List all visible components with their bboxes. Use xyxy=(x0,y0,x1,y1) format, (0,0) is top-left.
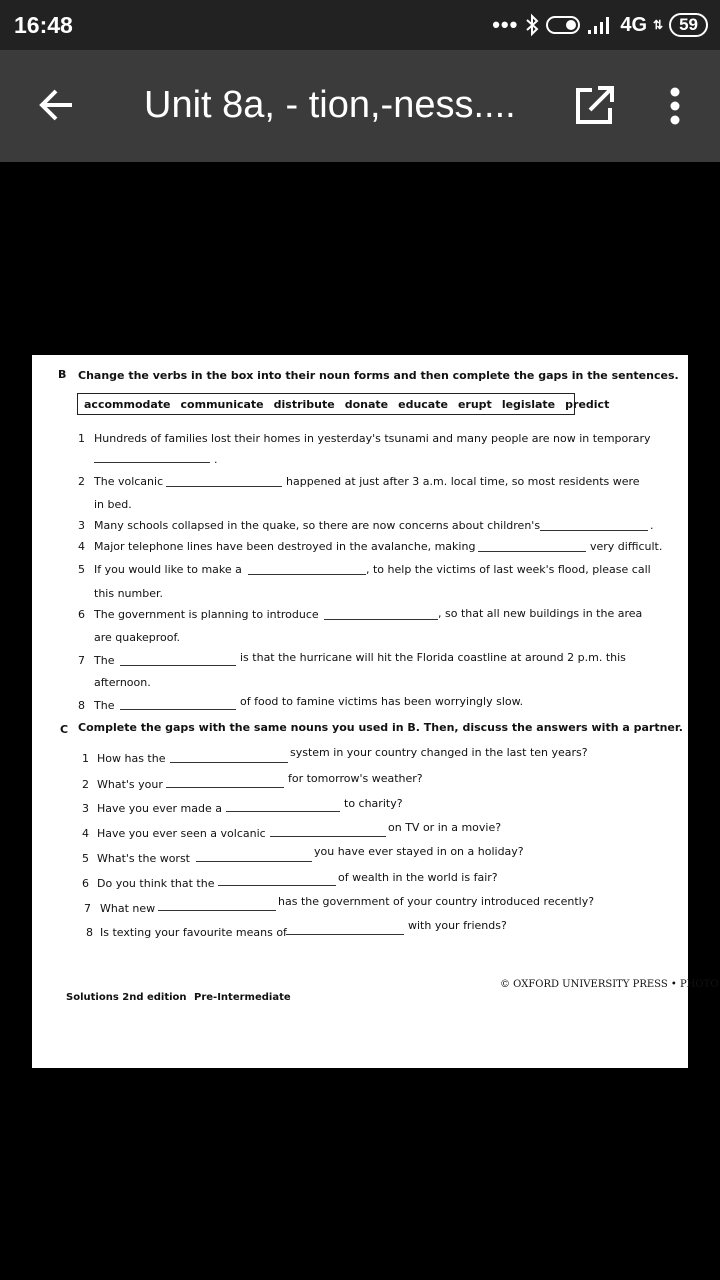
sentence-text: in bed. xyxy=(94,498,132,511)
sentence-text: with your friends? xyxy=(408,919,507,932)
sentence-text: . xyxy=(650,519,654,532)
answer-gap[interactable] xyxy=(218,885,336,886)
sentence-text: How has the xyxy=(97,752,166,765)
sentence-text: Hundreds of families lost their homes in yesterday's tsunami and many people are now in temporary xyxy=(94,432,651,445)
sentence-text: to charity? xyxy=(344,797,403,810)
sentence-text: If you would like to make a xyxy=(94,563,242,576)
status-time: 16:48 xyxy=(14,12,73,38)
sentence-text: What's the worst xyxy=(97,852,190,865)
sentence-text: for tomorrow's weather? xyxy=(288,772,423,785)
item-number: 5 xyxy=(82,852,89,865)
item-number: 3 xyxy=(82,802,89,815)
section-b-instruction: Change the verbs in the box into their noun forms and then complete the gaps in the sentences. xyxy=(78,369,679,382)
network-type: 4G xyxy=(620,13,648,36)
toggle-icon xyxy=(546,14,580,36)
answer-gap[interactable] xyxy=(170,762,288,763)
item-number: 7 xyxy=(78,654,85,667)
word: communicate xyxy=(180,397,264,411)
answer-gap[interactable] xyxy=(286,934,404,935)
word: predict xyxy=(565,397,610,411)
answer-gap[interactable] xyxy=(94,462,210,463)
sentence-text: this number. xyxy=(94,587,163,600)
section-c-letter: C xyxy=(60,723,69,736)
item-number: 6 xyxy=(78,608,85,621)
section-c-instruction: Complete the gaps with the same nouns you used in B. Then, discuss the answers with a partner. xyxy=(78,721,683,734)
open-external-icon[interactable] xyxy=(570,82,618,130)
sentence-text: Have you ever made a xyxy=(97,802,223,815)
item-number: 8 xyxy=(86,926,93,939)
sentence-text: of wealth in the world is fair? xyxy=(338,871,498,884)
back-arrow-icon[interactable] xyxy=(32,80,82,130)
sentence-text: happened at just after 3 a.m. local time, so most residents were xyxy=(286,475,640,488)
sentence-text: are quakeproof. xyxy=(94,631,181,644)
answer-gap[interactable] xyxy=(120,709,236,710)
answer-gap[interactable] xyxy=(324,619,438,620)
sentence-text: very difficult. xyxy=(590,540,663,553)
item-number: 2 xyxy=(78,475,85,488)
more-options-icon[interactable] xyxy=(660,82,690,130)
answer-gap[interactable] xyxy=(120,665,236,666)
book-title: Solutions 2nd edition xyxy=(66,992,187,1003)
item-number: 1 xyxy=(82,752,89,765)
sentence-text: Major telephone lines have been destroyed in the avalanche, making xyxy=(94,540,476,553)
sentence-text: What new xyxy=(100,902,156,915)
sentence-text: Do you think that the xyxy=(97,877,215,890)
answer-gap[interactable] xyxy=(158,910,276,911)
app-bar xyxy=(0,50,720,162)
worksheet-page xyxy=(32,355,719,1068)
sentence-text: The government is planning to introduce xyxy=(94,608,319,621)
status-bar xyxy=(0,0,720,50)
sentence-text: is that the hurricane will hit the Florida coastline at around 2 p.m. this xyxy=(240,651,626,664)
bluetooth-icon xyxy=(524,14,540,36)
sentence-text: What's your xyxy=(97,778,163,791)
sentence-text: on TV or in a movie? xyxy=(388,821,502,834)
word-box xyxy=(77,393,610,415)
signal-icon xyxy=(586,14,614,36)
sentence-text: has the government of your country introduced recently? xyxy=(278,895,595,908)
answer-gap[interactable] xyxy=(196,861,312,862)
sentence-text: Is texting your favourite means of xyxy=(100,926,287,939)
sentence-text: . xyxy=(214,453,218,466)
sentence-text: Have you ever seen a volcanic xyxy=(97,827,266,840)
answer-gap[interactable] xyxy=(226,811,340,812)
answer-gap[interactable] xyxy=(270,836,386,837)
sentence-text: you have ever stayed in on a holiday? xyxy=(314,845,524,858)
answer-gap[interactable] xyxy=(478,551,586,552)
item-number: 6 xyxy=(82,877,89,890)
item-number: 1 xyxy=(78,432,85,445)
word: educate xyxy=(398,397,448,411)
sentence-text: Many schools collapsed in the quake, so there are now concerns about children's xyxy=(94,519,541,532)
word: accommodate xyxy=(84,397,171,411)
battery-level: 59 xyxy=(679,15,698,34)
book-level: Pre-Intermediate xyxy=(194,992,291,1003)
word: erupt xyxy=(457,397,492,411)
sentence-text: , to help the victims of last week's flood, please call xyxy=(366,563,651,576)
item-number: 4 xyxy=(78,540,85,553)
item-number: 7 xyxy=(84,902,91,915)
document-title: Unit 8a, - tion,-ness.... xyxy=(144,84,516,126)
sentence-text: , so that all new buildings in the area xyxy=(438,607,643,620)
answer-gap[interactable] xyxy=(166,486,282,487)
sentence-text: of food to famine victims has been worryingly slow. xyxy=(240,695,524,708)
word: distribute xyxy=(273,397,335,411)
item-number: 4 xyxy=(82,827,89,840)
data-arrows-icon: ⇅ xyxy=(653,18,664,32)
notification-dots-icon: ••• xyxy=(492,12,519,37)
word: donate xyxy=(344,397,389,411)
sentence-text: afternoon. xyxy=(94,676,151,689)
answer-gap[interactable] xyxy=(166,787,284,788)
item-number: 3 xyxy=(78,519,85,532)
status-icons xyxy=(492,10,708,40)
answer-gap[interactable] xyxy=(540,530,648,531)
answer-gap[interactable] xyxy=(248,574,366,575)
item-number: 8 xyxy=(78,699,85,712)
sentence-text: system in your country changed in the last ten years? xyxy=(290,746,588,759)
section-b-letter: B xyxy=(58,368,67,381)
word: legislate xyxy=(501,397,556,411)
publisher: © OXFORD UNIVERSITY PRESS • PHOTO xyxy=(500,979,719,990)
sentence-text: The xyxy=(94,699,115,712)
battery-icon xyxy=(669,13,708,37)
item-number: 5 xyxy=(78,563,85,576)
item-number: 2 xyxy=(82,778,89,791)
sentence-text: The xyxy=(94,654,115,667)
sentence-text: The volcanic xyxy=(94,475,164,488)
